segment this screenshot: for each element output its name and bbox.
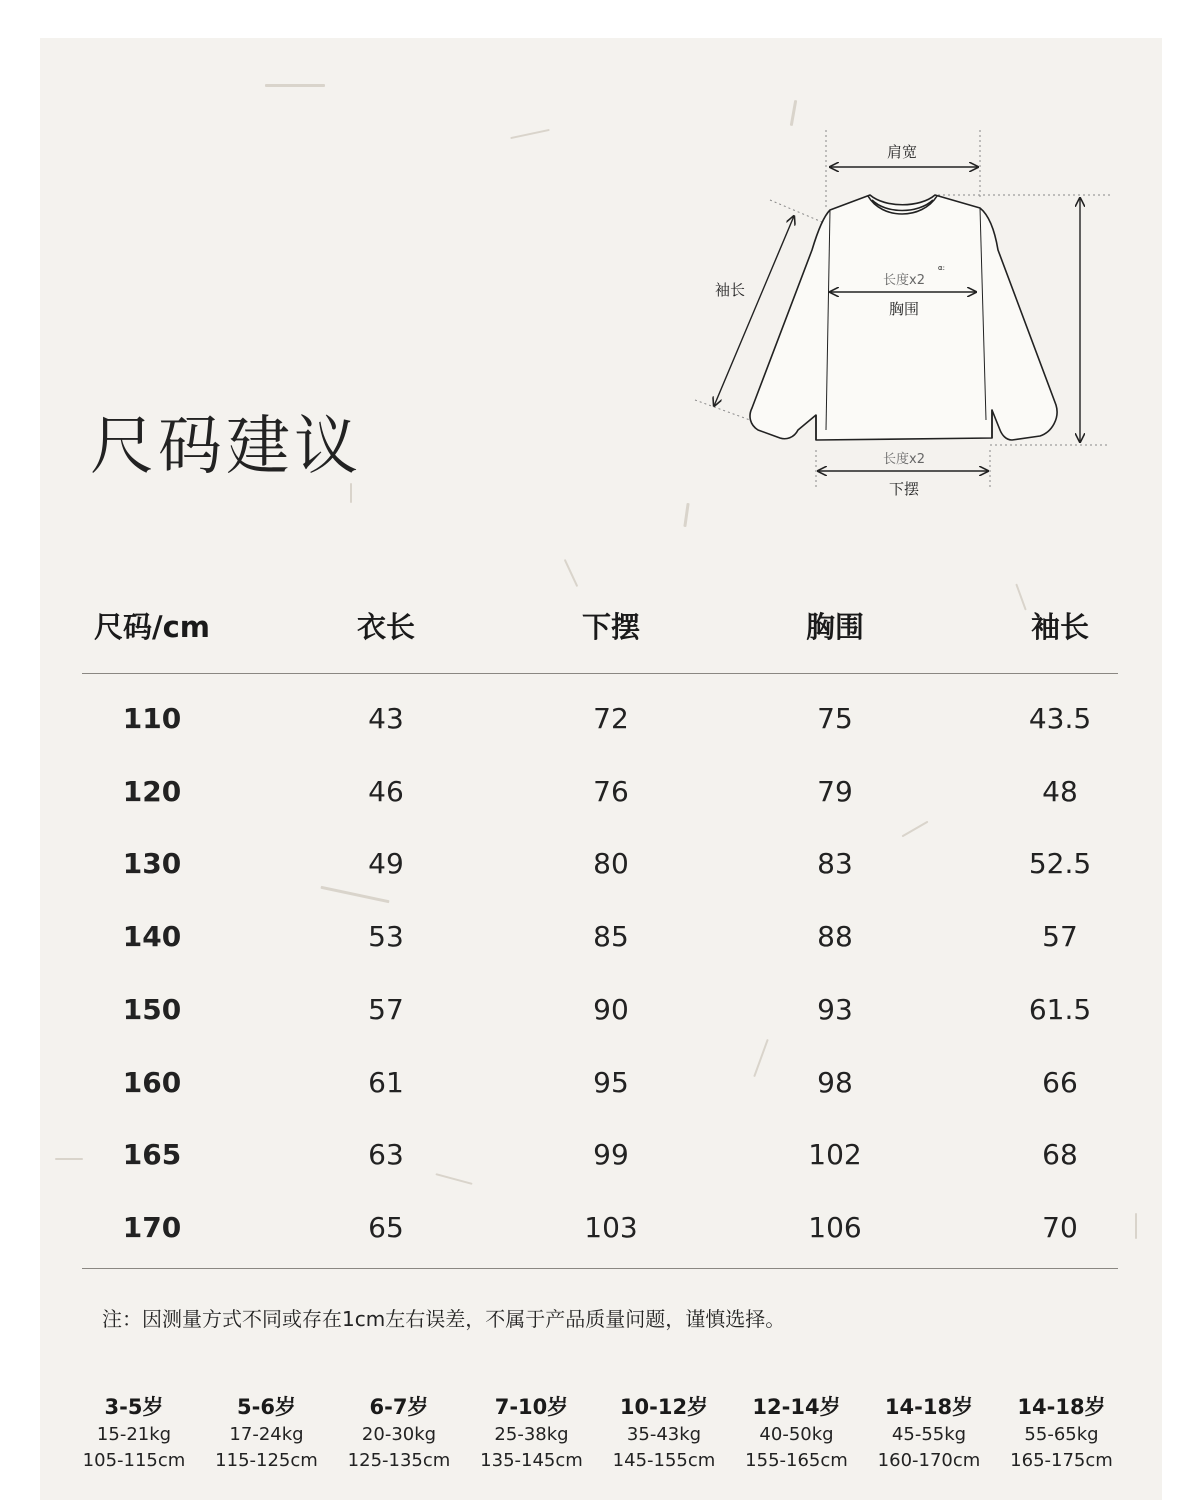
- age-guide-weight: 20-30kg: [361, 1424, 437, 1445]
- table-row: [82, 1211, 1118, 1261]
- cell-size: 165: [122, 1138, 182, 1172]
- cell-sleeve: 66: [1042, 1065, 1078, 1099]
- age-guide-item: [333, 1392, 465, 1474]
- cell-chest: 93: [817, 992, 853, 1026]
- cell-sleeve: 52.5: [1028, 847, 1092, 881]
- shoulder-label: 肩宽: [886, 143, 918, 161]
- age-guide-item: [598, 1392, 730, 1474]
- age-guide-weight: 35-43kg: [626, 1424, 702, 1445]
- cell-hem: 95: [593, 1065, 629, 1099]
- cell-sleeve: 48: [1042, 774, 1078, 808]
- cell-chest: 102: [808, 1138, 862, 1172]
- cell-sleeve: 57: [1042, 920, 1078, 954]
- age-guide-weight: 40-50kg: [759, 1424, 834, 1445]
- chest-label: 胸围: [888, 300, 920, 318]
- age-guide-height: 145-155cm: [612, 1450, 716, 1471]
- age-guide-item: [68, 1392, 200, 1474]
- cell-chest: 75: [817, 702, 853, 735]
- age-guide-item: [731, 1392, 863, 1474]
- header-size: 尺码/cm: [93, 610, 210, 644]
- cell-hem: 99: [593, 1138, 629, 1172]
- header-sleeve: 袖长: [1030, 610, 1089, 644]
- age-guide-weight: 17-24kg: [229, 1424, 304, 1445]
- chest-note: 长度x2: [883, 273, 925, 288]
- age-guide-height: 135-145cm: [480, 1450, 583, 1471]
- age-size-guide: [68, 1392, 1128, 1482]
- cell-sleeve: 70: [1042, 1210, 1078, 1244]
- age-guide-height: 105-115cm: [82, 1450, 186, 1471]
- cell-sleeve: 68: [1042, 1138, 1078, 1172]
- table-row: [82, 1138, 1118, 1188]
- cell-size: 110: [122, 702, 182, 735]
- cell-sleeve: 43.5: [1028, 702, 1092, 735]
- cell-size: 120: [122, 774, 182, 808]
- garment-measurement-diagram: [690, 120, 1120, 520]
- size-table-header: [82, 605, 1118, 655]
- hem-label: 下摆: [888, 480, 920, 498]
- header-hem: 下摆: [581, 610, 640, 644]
- cell-hem: 103: [584, 1210, 638, 1244]
- cell-length: 43: [368, 702, 404, 735]
- cell-hem: 90: [593, 992, 629, 1026]
- longsleeve-tee-illustration: [690, 120, 1120, 520]
- table-row: [82, 920, 1118, 970]
- sleeve-label: 袖长: [714, 281, 746, 299]
- cell-hem: 80: [593, 847, 629, 881]
- age-guide-height: 165-175cm: [1010, 1450, 1113, 1471]
- table-bottom-rule: [82, 1268, 1118, 1269]
- cell-size: 130: [122, 847, 182, 881]
- svg-text:α:: α:: [938, 264, 945, 272]
- age-guide-age: 12-14岁: [752, 1395, 841, 1419]
- cell-chest: 83: [817, 847, 853, 881]
- age-guide-age: 14-18岁: [884, 1395, 974, 1419]
- table-row: [82, 847, 1118, 897]
- cell-length: 57: [368, 992, 404, 1026]
- table-row: [82, 775, 1118, 825]
- cell-size: 160: [122, 1065, 182, 1099]
- age-guide-age: 6-7岁: [369, 1395, 429, 1419]
- measurement-note: 注：因测量方式不同或存在1cm左右误差，不属于产品质量问题，谨慎选择。: [102, 1307, 786, 1331]
- age-guide-weight: 25-38kg: [494, 1424, 569, 1445]
- age-guide-item: [201, 1392, 333, 1474]
- hem-note: 长度x2: [883, 452, 925, 467]
- cell-chest: 88: [817, 920, 853, 954]
- age-guide-height: 115-125cm: [215, 1450, 318, 1471]
- cell-chest: 106: [808, 1210, 862, 1244]
- age-guide-item: [996, 1392, 1128, 1474]
- cell-size: 150: [122, 992, 182, 1026]
- age-guide-item: [466, 1392, 598, 1474]
- cell-length: 53: [368, 920, 404, 954]
- cell-length: 65: [368, 1210, 404, 1244]
- age-guide-age: 3-5岁: [104, 1395, 164, 1419]
- age-guide-age: 14-18岁: [1017, 1395, 1106, 1419]
- age-guide-height: 160-170cm: [877, 1450, 981, 1471]
- cell-length: 63: [368, 1138, 404, 1172]
- age-guide-age: 10-12岁: [619, 1395, 709, 1419]
- cell-hem: 85: [593, 920, 629, 954]
- cell-length: 49: [368, 847, 404, 881]
- header-chest: 胸围: [805, 610, 864, 644]
- cell-size: 140: [122, 920, 182, 954]
- age-guide-weight: 45-55kg: [891, 1424, 967, 1445]
- table-row: [82, 702, 1118, 752]
- age-guide-item: [863, 1392, 995, 1474]
- cell-hem: 72: [593, 702, 629, 735]
- age-guide-weight: 55-65kg: [1024, 1424, 1099, 1445]
- cell-hem: 76: [593, 774, 629, 808]
- header-length: 衣长: [356, 610, 415, 644]
- table-row: [82, 1066, 1118, 1116]
- age-guide-age: 7-10岁: [494, 1395, 569, 1419]
- page-title: 尺码建议: [90, 410, 362, 484]
- table-row: [82, 993, 1118, 1043]
- age-guide-height: 125-135cm: [347, 1450, 451, 1471]
- age-guide-weight: 15-21kg: [96, 1424, 172, 1445]
- cell-length: 61: [368, 1065, 404, 1099]
- age-guide-age: 5-6岁: [237, 1395, 296, 1419]
- cell-sleeve: 61.5: [1028, 992, 1092, 1026]
- cell-size: 170: [122, 1210, 182, 1244]
- cell-length: 46: [368, 774, 404, 808]
- cell-chest: 98: [817, 1065, 853, 1099]
- table-top-rule: [82, 673, 1118, 674]
- cell-chest: 79: [817, 774, 853, 808]
- age-guide-height: 155-165cm: [745, 1450, 848, 1471]
